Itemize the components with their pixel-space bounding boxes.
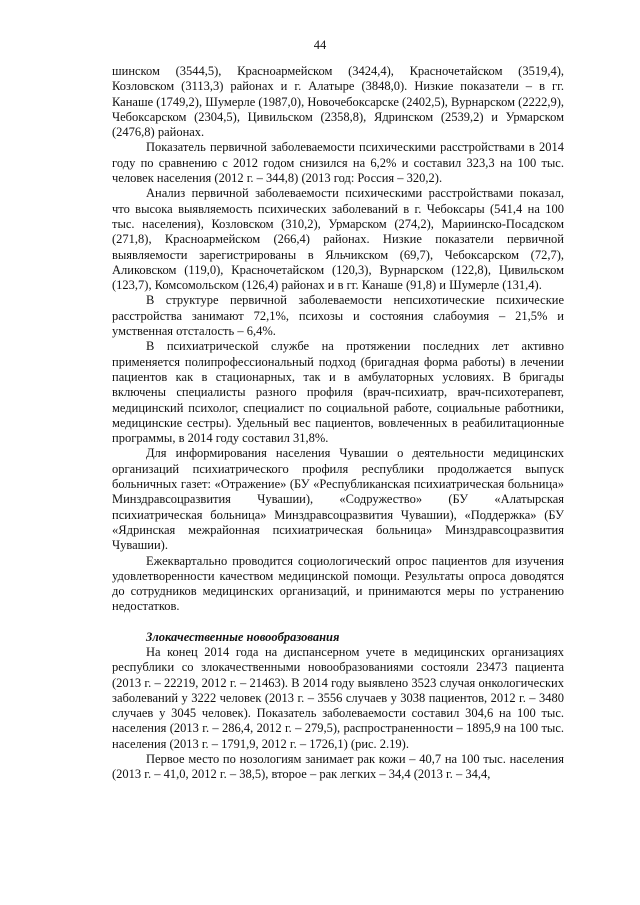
paragraph-multiprofessional-approach: В психиатрической службе на протяжении последних лет активно применяется полипрофессиональный подход (бригадная форма работы) в лечении пациентов как в стационарных, так и в амбулаторных условиях. В бригады включены специалисты разного профиля (врач-психиатр, врач-психотерапевт, медицинский психолог, специалист по социальной работе, социальные работники, медицинские сестры). Удельный вес пациентов, вовлеченных в реабилитационные программы, в 2014 году составил 31,8%. [112, 339, 564, 446]
section-heading-malignant-neoplasms: Злокачественные новообразования [146, 629, 340, 644]
paragraph-continuation: шинском (3544,5), Красноармейском (3424,4), Красночетайском (3519,4), Козловском (3113,3) районах и г. Алатыре (3848,0). Низкие показатели – в гг. Канаше (1749,2), Шумерле (1987,0), Новочебоксарске (2402,5), Вурнарском (2222,9), Чебоксарском (2304,5), Цивильском (2358,8), Ядринском (2539,2) и Урмарском (2476,8) районах. [112, 64, 564, 140]
paragraph-oncology-nosology: Первое место по нозологиям занимает рак кожи – 40,7 на 100 тыс. населения (2013 г. – 41,0, 2012 г. – 38,5), второе – рак легких – 34,4 (2013 г. – 34,4, [112, 752, 564, 782]
paragraph-sociological-survey: Ежеквартально проводится социологический опрос пациентов для изучения удовлетворенности качеством медицинской помощи. Результаты опроса доводятся до сотрудников медицинских организаций, и принимаются меры по устранению недостатков. [112, 553, 564, 614]
paragraph-primary-morbidity-analysis: Анализ первичной заболеваемости психическими расстройствами показал, что высока выявляемость психических заболеваний в г. Чебоксары (541,4 на 100 тыс. населения), Козловском (310,2), Урмарском (274,2), Мариинско-Посадском (271,8), Красноармейском (266,4) районах. Низкие показатели первичной выявляемости зарегистрированы в Яльчикском (69,7), Чебоксарском (72,7), Аликовском (119,0), Красночетайском (120,3), Вурнарском (122,8), Цивильском (123,7), Комсомольском (126,4) районах и в гг. Канаше (91,8) и Шумерле (131,4). [112, 186, 564, 293]
paragraph-primary-morbidity: Показатель первичной заболеваемости психическими расстройствами в 2014 году по сравнению с 2012 годом снизился на 6,2% и составил 323,3 на 100 тыс. человек населения (2012 г. – 344,8) (2013 год: Россия – 320,2). [112, 140, 564, 186]
paragraph-hospital-newspapers: Для информирования населения Чувашии о деятельности медицинских организаций психиатрического профиля республики продолжается выпуск больничных газет: «Отражение» (БУ «Республиканская психиатрическая больница» Минздравсоцразвития Чувашии), «Содружество» (БУ «Алатырская психиатрическая больница» Минздравсоцразвития Чувашии), «Поддержка» (БУ «Ядринская межрайонная психиатрическая больница» Минздравсоцразвития Чувашии). [112, 446, 564, 553]
document-body [112, 64, 564, 783]
paragraph-oncology-registry: На конец 2014 года на диспансерном учете в медицинских организациях республики со злокачественными новообразованиями состояли 23473 пациента (2013 г. – 22219, 2012 г. – 21463). В 2014 году выявлено 3523 случая онкологических заболеваний у 3222 человек (2013 г. – 3556 случаев у 3038 пациентов, 2012 г. – 3480 случаев у 3045 человек). Показатель заболеваемости составил 304,6 на 100 тыс. населения (2013 г. – 286,4, 2012 г. – 279,5), распространенности – 1895,9 на 100 тыс. населения (2013 г. – 1791,9, 2012 г. – 1726,1) (рис. 2.19). [112, 644, 564, 751]
paragraph-morbidity-structure: В структуре первичной заболеваемости непсихотические психические расстройства занимают 72,1%, психозы и состояния слабоумия – 21,5% и умственная отсталость – 6,4%. [112, 293, 564, 339]
page-number: 44 [313, 38, 327, 52]
